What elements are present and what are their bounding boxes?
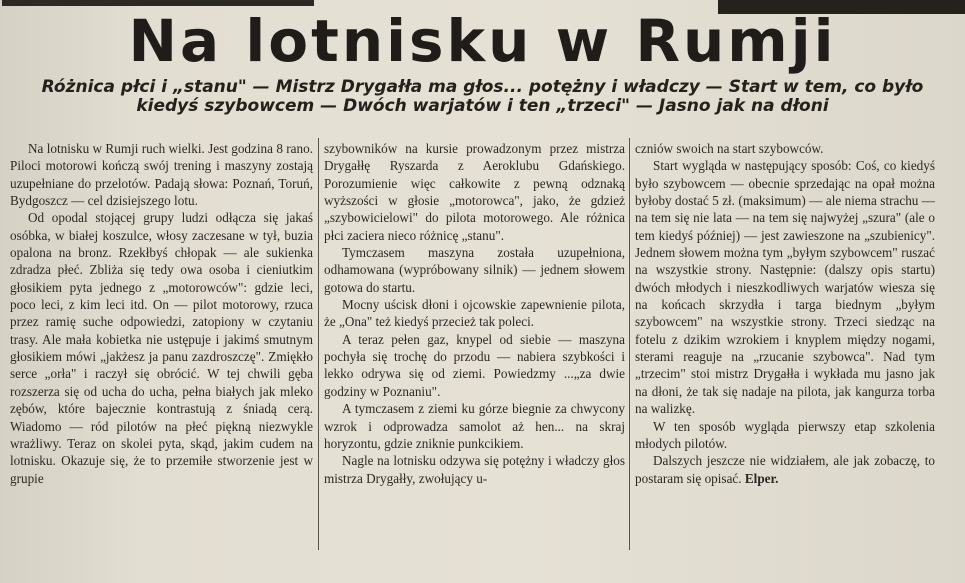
paragraph: Mocny uścisk dłoni i ojcowskie zapewnienie pilota, że „Ona" też kiedyś przecież tak poleci. (324, 297, 625, 330)
article-column-3 (635, 140, 935, 487)
column-divider (629, 138, 630, 550)
closing-text: Dalszych jeszcze nie widziałem, ale jak zobaczę, to postaram się opisać. (635, 453, 935, 486)
paragraph: Nagle na lotnisku odzywa się potężny i władczy głos mistrza Drygałły, zwołujący u- (324, 453, 625, 486)
paragraph: A tymczasem z ziemi ku górze biegnie za chwycony wzrok i odprowadza samolot aż hen... na skraj horyzontu, gdzie zniknie punkcikiem. (324, 401, 625, 451)
top-rule-left (2, 0, 314, 6)
paragraph: Na lotnisku w Rumji ruch wielki. Jest godzina 8 rano. Piloci motorowi kończą swój trening i maszyny zostają uzupełniane do przelotów. Padają słowa: Poznań, Toruń, Bydgoszcz — cel dzisiejszego lotu. (10, 141, 313, 209)
paragraph: Start wygląda w następujący sposób: Coś, co kiedyś było szybowcem — obecnie sprzedając na opał można byłoby dostać 5 zł. (maksimum) — ale niema strachu — na tem się nie lata — na tem się najwyżej „szura" (ale o tem kiedyś później) — jest zawieszone na „szubienicy". Jednem słowem można tym „byłym szybowcem" ruszać na wszystkie strony. Następnie: (dalszy opis startu) dwóch młodych i nieszkodliwych warjatów wiesza się na końcach skrzydła i targa biednym „byłym szybowcem" na wszystkie strony. Trzeci siedząc na fotelu z dzikim wzrokiem i knyplem między nogami, sterami reaguje na „rzucanie szybowca". Nad tym „trzecim" stoi mistrz Drygałła i wykłada mu jasno jak na dłoni, że tak się nadaje na pilota, jak kangurza torba na walizkę. (635, 158, 935, 417)
article-column-1 (10, 140, 313, 487)
author-signature: Elper. (744, 470, 779, 486)
paragraph: szybowników na kursie prowadzonym przez mistrza Drygałłę Ryszarda z Aeroklubu Gdańskiego. Porozumienie więc całkowite z pewną odznaką wyższości w głosie „motorowca", jako, że gdzież „szybowicielowi" do pilota motorowego. Ale różnica płci zaciera nieco różnicę „stanu". (324, 141, 625, 243)
subheadline: Różnica płci i „stanu" — Mistrz Drygałła ma głos... potężny i władczy — Start w tem, co było kiedyś szybowcem — Dwóch warjatów i ten „trzeci" — Jasno jak na dłoni (41, 77, 924, 116)
paragraph: W ten sposób wygląda pierwszy etap szkolenia młodych pilotów. (635, 418, 935, 451)
headline: Na lotnisku w Rumji (128, 7, 837, 75)
paragraph-closing (635, 452, 935, 487)
paragraph: A teraz pełen gaz, knypel od siebie — maszyna pochyła się trochę do przodu — nabiera szybkości i lekko odrywa się od ziemi. Powiedzmy ...„za dwie godziny w Poznaniu". (324, 331, 625, 399)
paragraph: Od opodal stojącej grupy ludzi odłącza się jakaś osóbka, w białej koszulce, włosy zaczesane w tył, buzia opalona na bronz. Rzekłbyś chłopak — ale sukienka zdradza płeć. Zbliża się tedy owa osoba i cieniutkim głosikiem pyta jednego z „motorowców": gdzie leci, poco leci, z kim leci itd. On — pilot motorowy, rzuca przez ramię suche odpowiedzi, zatopiony w czytaniu trasy. Ale mała kobietka nie ustępuje i jakimś smutnym głosikiem mówi „jakżesz ja panu zazdroszczę". Zmiękło serce „orła" i raczył się obrócić. W tej chwili gęba rozszerza się od ucha do ucha, pełna białych jak mleko zębów, które bajecznie kontrastują z śniadą cerą. Wiadomo — ród pilotów na płeć piękną niezwykle wrażliwy. Teraz on skolei pyta, skąd, jakim cudem na lotnisku. Okazuje się, że to przemiłe stworzenie jest w grupie (10, 210, 313, 486)
article-column-2 (324, 140, 625, 487)
column-divider (318, 138, 319, 550)
paragraph: Tymczasem maszyna została uzupełniona, odhamowana (wypróbowany silnik) — jednem słowem gotowa do startu. (324, 245, 625, 295)
paragraph: czniów swoich na start szybowców. (635, 141, 824, 156)
